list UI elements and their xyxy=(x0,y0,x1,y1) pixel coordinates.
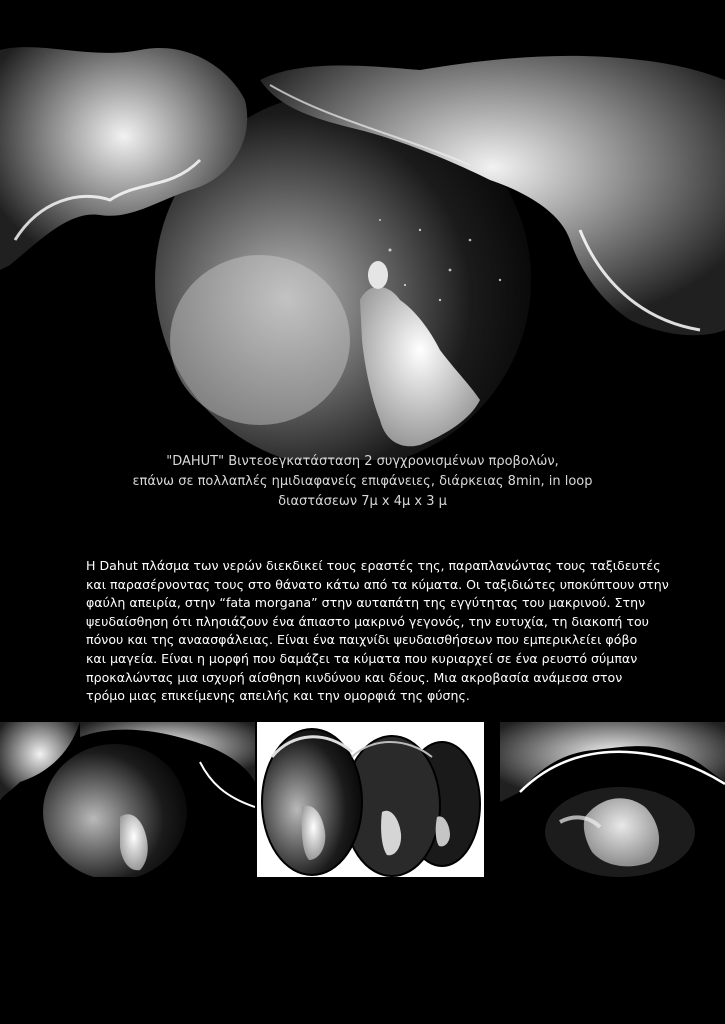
description-line: τρόμο μιας επικείμενης απειλής και την ομορφιά της φύσης. xyxy=(86,688,470,704)
description-line: φαύλη απειρία, στην “fata morgana” στην αυταπάτη της εγγύτητας του μακρινού. Στην xyxy=(86,595,646,611)
thumbnail-triple-oval xyxy=(257,722,484,877)
thumbnail-wave-dancer xyxy=(500,722,725,877)
description-line: Η Dahut πλάσμα των νερών διεκδικεί τους εραστές της, παραπλανώντας τους ταξιδευτές xyxy=(86,558,661,573)
description-line: προκαλώντας μια ισχυρή αίσθηση κινδύνου και δέους. Μια ακροβασία ανάμεσα στον xyxy=(86,669,623,685)
description-line: και μαγεία. Είναι η μορφή που δαμάζει τα κύματα που κυριαρχεί σε ένα ρευστό σύμπαν xyxy=(86,650,638,666)
caption-line: επάνω σε πολλαπλές ημιδιαφανείς επιφάνειες, διάρκειας 8min, in loop xyxy=(132,474,593,489)
thumbnail-water-figure xyxy=(0,722,255,877)
artwork-caption xyxy=(0,452,725,512)
description-line: ψευδαίσθηση ότι πλησιάζουν ένα άπιαστο μακρινό γεγονός, την ευτυχία, τη διακοπή του xyxy=(86,613,649,629)
description-line: και παρασέρνοντας τους στο θάνατο κάτω από τα κύματα. Οι ταξιδιώτες υποκύπτουν στην xyxy=(86,576,669,592)
artwork-description xyxy=(86,557,669,706)
description-line: πόνου και της αναασφάλειας. Είναι ένα παιχνίδι ψευδαισθήσεων που εμπερικλείει φόβο xyxy=(86,632,638,648)
caption-line: "DAHUT" Βιντεοεγκατάσταση 2 συγχρονισμένων προβολών, xyxy=(166,454,559,469)
caption-line: διαστάσεων 7μ x 4μ x 3 μ xyxy=(278,494,447,509)
hero-image xyxy=(0,40,725,460)
